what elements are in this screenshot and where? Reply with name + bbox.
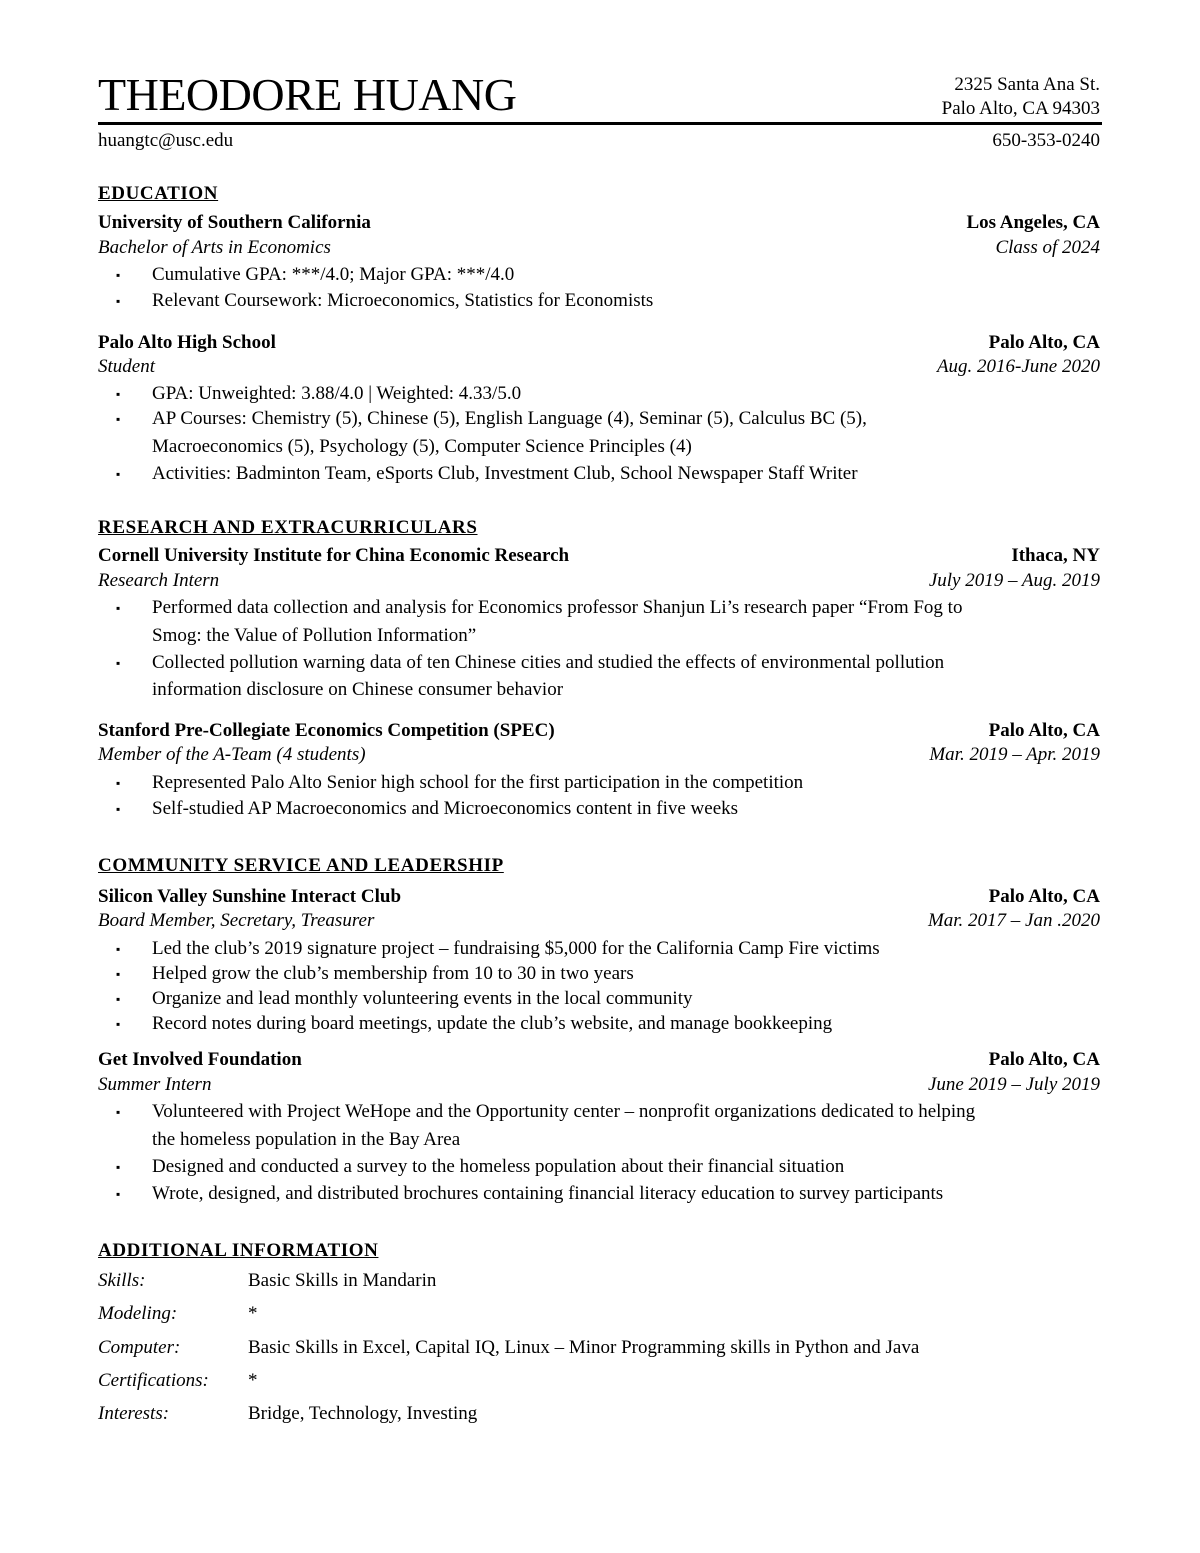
- entry-location: Palo Alto, CA: [988, 720, 1100, 741]
- resume-name: THEODORE HUANG: [98, 69, 517, 120]
- bullet-text: GPA: Unweighted: 3.88/4.0 | Weighted: 4.33/5.0: [152, 383, 522, 404]
- info-label: Modeling:: [98, 1303, 178, 1324]
- bullet-icon: ▪: [116, 1160, 121, 1174]
- bullet-icon: ▪: [116, 942, 121, 956]
- bullet-icon: ▪: [116, 412, 121, 426]
- info-label: Interests:: [98, 1403, 170, 1424]
- entry-role: Board Member, Secretary, Treasurer: [98, 910, 375, 931]
- bullet-text: Performed data collection and analysis for Economics professor Shanjun Li’s research paper “From Fog to: [152, 597, 963, 618]
- bullet-text: Volunteered with Project WeHope and the Opportunity center – nonprofit organizations dedicated to helping: [152, 1101, 976, 1122]
- info-label: Computer:: [98, 1337, 181, 1358]
- bullet-icon: ▪: [116, 967, 121, 981]
- entry-org: Cornell University Institute for China Economic Research: [98, 545, 570, 566]
- entry-date: Class of 2024: [995, 237, 1100, 258]
- entry-location: Palo Alto, CA: [988, 886, 1100, 907]
- entry-org: University of Southern California: [98, 212, 371, 233]
- bullet-text: Wrote, designed, and distributed brochures containing financial literacy education to survey participants: [152, 1183, 944, 1204]
- entry-date: Mar. 2019 – Apr. 2019: [929, 744, 1100, 765]
- email[interactable]: huangtc@usc.edu: [98, 130, 234, 151]
- bullet-icon: ▪: [116, 387, 121, 401]
- bullet-text: AP Courses: Chemistry (5), Chinese (5), English Language (4), Seminar (5), Calculus BC (5),: [152, 408, 867, 429]
- bullet-text: Represented Palo Alto Senior high school for the first participation in the competition: [152, 772, 804, 793]
- bullet-text: Activities: Badminton Team, eSports Club, Investment Club, School Newspaper Staff Writer: [152, 463, 858, 484]
- entry-role: Research Intern: [98, 570, 220, 591]
- info-label: Skills:: [98, 1270, 146, 1291]
- info-value: Bridge, Technology, Investing: [248, 1403, 478, 1424]
- entry-org: Silicon Valley Sunshine Interact Club: [98, 886, 402, 907]
- entry-location: Los Angeles, CA: [966, 212, 1100, 233]
- entry-role: Bachelor of Arts in Economics: [98, 237, 331, 258]
- bullet-text-continued: Smog: the Value of Pollution Information”: [152, 625, 477, 646]
- bullet-icon: ▪: [116, 601, 121, 615]
- bullet-text: Organize and lead monthly volunteering events in the local community: [152, 988, 693, 1009]
- info-value: Basic Skills in Excel, Capital IQ, Linux – Minor Programming skills in Python and Java: [248, 1337, 920, 1358]
- bullet-text: Cumulative GPA: ***/4.0; Major GPA: ***/4.0: [152, 264, 515, 285]
- entry-date: July 2019 – Aug. 2019: [928, 570, 1100, 591]
- section-title-research: RESEARCH AND EXTRACURRICULARS: [98, 517, 478, 538]
- info-value: Basic Skills in Mandarin: [248, 1270, 437, 1291]
- bullet-icon: ▪: [116, 992, 121, 1006]
- bullet-text: Relevant Coursework: Microeconomics, Statistics for Economists: [152, 290, 654, 311]
- bullet-icon: ▪: [116, 268, 121, 282]
- bullet-icon: ▪: [116, 1187, 121, 1201]
- header-divider: [98, 122, 1102, 125]
- entry-location: Palo Alto, CA: [988, 332, 1100, 353]
- bullet-icon: ▪: [116, 656, 121, 670]
- address-line-2: Palo Alto, CA 94303: [941, 98, 1100, 119]
- entry-org: Palo Alto High School: [98, 332, 276, 353]
- section-title-additional: ADDITIONAL INFORMATION: [98, 1240, 379, 1261]
- entry-role: Summer Intern: [98, 1074, 212, 1095]
- entry-location: Palo Alto, CA: [988, 1049, 1100, 1070]
- address: [942, 73, 1100, 121]
- bullet-text: Self-studied AP Macroeconomics and Microeconomics content in five weeks: [152, 798, 739, 819]
- bullet-icon: ▪: [116, 802, 121, 816]
- bullet-text: Record notes during board meetings, update the club’s website, and manage bookkeeping: [152, 1013, 833, 1034]
- bullet-icon: ▪: [116, 1017, 121, 1031]
- info-value: *: [248, 1370, 258, 1391]
- info-label: Certifications:: [98, 1370, 209, 1391]
- info-value: *: [248, 1303, 258, 1324]
- bullet-text-continued: Macroeconomics (5), Psychology (5), Computer Science Principles (4): [152, 436, 692, 457]
- bullet-text-continued: the homeless population in the Bay Area: [152, 1129, 461, 1150]
- entry-date: Mar. 2017 – Jan .2020: [927, 910, 1100, 931]
- bullet-text-continued: information disclosure on Chinese consumer behavior: [152, 679, 564, 700]
- bullet-text: Collected pollution warning data of ten Chinese cities and studied the effects of environmental pollution: [152, 652, 945, 673]
- entry-role: Member of the A-Team (4 students): [98, 744, 366, 765]
- phone: 650-353-0240: [992, 130, 1100, 151]
- address-line-1: 2325 Santa Ana St.: [954, 74, 1100, 95]
- entry-role: Student: [98, 356, 155, 377]
- entry-org: Get Involved Foundation: [98, 1049, 302, 1070]
- bullet-text: Led the club’s 2019 signature project – fundraising $5,000 for the California Camp Fire victims: [152, 938, 880, 959]
- entry-org: Stanford Pre-Collegiate Economics Competition (SPEC): [98, 720, 555, 741]
- bullet-icon: ▪: [116, 776, 121, 790]
- entry-date: Aug. 2016-June 2020: [936, 356, 1100, 377]
- entry-location: Ithaca, NY: [1011, 545, 1100, 566]
- bullet-text: Designed and conducted a survey to the homeless population about their financial situation: [152, 1156, 845, 1177]
- entry-date: June 2019 – July 2019: [927, 1074, 1100, 1095]
- section-title-education: EDUCATION: [98, 183, 219, 204]
- bullet-text: Helped grow the club’s membership from 10 to 30 in two years: [152, 963, 634, 984]
- bullet-icon: ▪: [116, 467, 121, 481]
- bullet-icon: ▪: [116, 1105, 121, 1119]
- section-title-community: COMMUNITY SERVICE AND LEADERSHIP: [98, 855, 504, 876]
- bullet-icon: ▪: [116, 294, 121, 308]
